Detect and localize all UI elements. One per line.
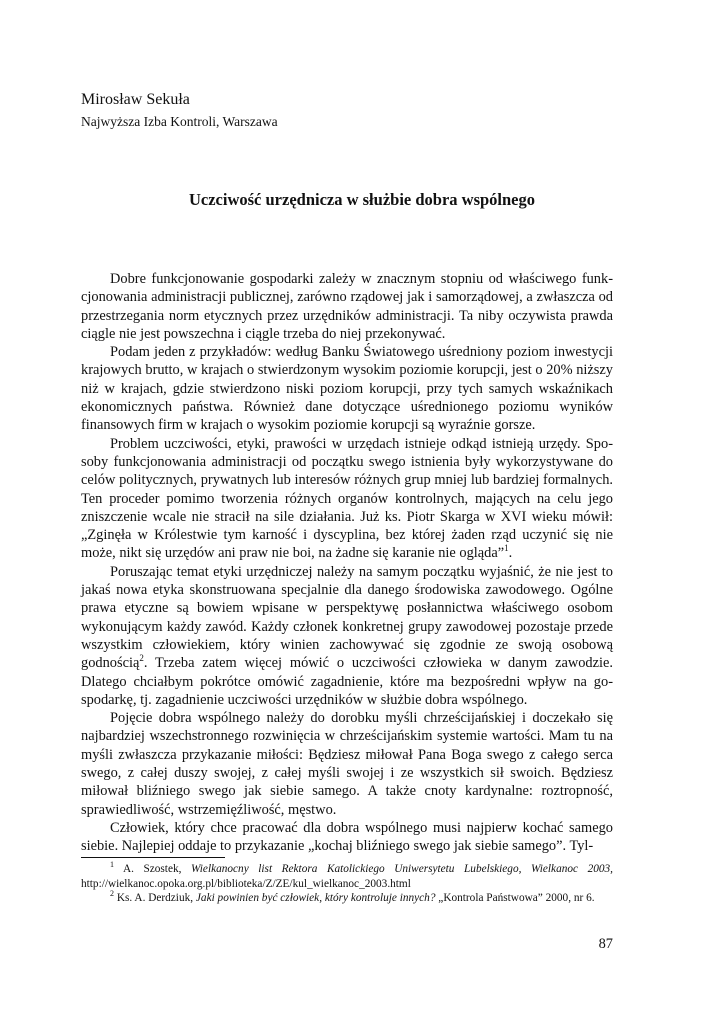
- paragraph-3-end: .: [508, 545, 513, 562]
- paragraph-5: [81, 709, 613, 819]
- footnote-1-number: 1: [110, 860, 114, 870]
- paragraph-3-text: Problem uczciwości, etyki, prawości w urzędach istnieje odkąd istnieją urzędy. Sposoby funkcjonowania administracji od początku swego istnienia były wykorzystywane do celów politycznych, prywatnych lub interesów różnych grup mniej lub bardziej formalnych. Ten proceder pomimo tworzenia różnych organów kontrolnych, mających na celu jego zniszczenie wcale nie stracił na sile działania. Już ks. Piotr Skarga w XVI wieku mówił: „Zginęła w Królestwie tym karność i dyscyplina, bez której żaden rząd uczynić się nie może, nikt się urzędów ani praw nie boi, na żadne się karanie nie ogląda”: [81, 435, 613, 562]
- author-name: Mirosław Sekuła: [81, 91, 190, 108]
- paragraph-6: [81, 819, 613, 856]
- footnote-ref-2: 2: [139, 653, 144, 664]
- footnote-2-italic: Jaki powinien być człowiek, który kontroluje innych?: [195, 892, 436, 904]
- paragraph-6-text: Człowiek, który chce pracować dla dobra wspólnego musi najpierw kochać samego siebie. Najlepiej oddaje to przykazanie „kochaj bliźniego swego jak siebie samego”. Tyl-: [81, 819, 613, 855]
- paragraph-3: [81, 435, 613, 563]
- page-number: 87: [598, 936, 613, 952]
- article-body: [81, 270, 613, 856]
- footnote-1-tail: http://wielkanoc.opoka.org.pl/biblioteka/Z/ZE/kul_wielkanoc_2003.html: [81, 877, 411, 890]
- paragraph-2: [81, 343, 613, 434]
- article-title: Uczciwość urzędnicza w służbie dobra wspólnego: [188, 190, 536, 209]
- footnote-2-lead: Ks. A. Derdziuk,: [116, 892, 196, 904]
- footnote-1-lead: A. Szostek,: [122, 863, 191, 875]
- footnote-2-number: 2: [110, 889, 114, 899]
- paragraph-1: [81, 270, 613, 343]
- footnote-2-tail: „Kontrola Państwowa” 2000, nr 6.: [435, 892, 595, 904]
- paragraph-2-text: Podam jeden z przykładów: według Banku Światowego uśredniony poziom inwestycji krajowych brutto, w krajach o stwierdzonym wysokim poziomie korupcji, jest o 20% niższy niż w krajach, gdzie stwierdzono niski poziom korupcji, przy tych samych wskaźnikach ekonomicznych państwa. Również dane dotyczące uśrednionego poziomu wyników finansowych firm w krajach o wysokim poziomie korupcji są wyraźnie gorsze.: [81, 344, 613, 434]
- paragraph-4-text: Poruszając temat etyki urzędniczej należy na samym początku wyjaśnić, że nie jest to jakaś nowa etyka skonstruowana specjalnie dla danego środowiska zawodowego. Ogólne prawa etyczne są bowiem wpisane w perspektywę posłannictwa właściwego osobom wykonującym każdy zawód. Każdy członek konkretnej grupy zawodowej pozostaje przede wszystkim człowiekiem, który winien zachowywać się zgodnie ze swoją osobową godnością: [81, 563, 613, 672]
- footnote-2: [81, 891, 613, 906]
- footnote-ref-1: 1: [504, 543, 509, 554]
- footnote-1: [81, 862, 613, 891]
- paragraph-4-tail: . Trzeba zatem więcej mówić o uczciwości człowieka w danym zawodzie. Dlatego chciałbym pokrótce omówić zagadnienie, które ma bezpośredni wpływ na gospodarkę, tj. zagadnienie uczciwości urzędników w służbie dobra wspólnego.: [81, 655, 613, 708]
- paragraph-5-text: Pojęcie dobra wspólnego należy do dorobku myśli chrześcijańskiej i doczekało się najbardziej wszechstronnego rozwinięcia w chrześcijańskim systemie wartości. Mam tu na myśli zwłaszcza przykazanie miłości: Będziesz miłował Pana Boga swego z całego serca swego, z całej duszy swojej, z całej myśli swojej i ze wszystkich sił swoich. Będziesz miłował bliźniego swego jak siebie samego. A także cnoty kardynalne: roztropność, sprawiedliwość, wstrzemięźliwość, męstwo.: [81, 710, 613, 818]
- paragraph-1-text: Dobre funkcjonowanie gospodarki zależy w znacznym stopniu od właściwego funkcjonowania administracji publicznej, zarówno rządowej jak i samorządowej, a zwłaszcza od przestrzegania norm etycznych przez urzędników administracji. Ta niby oczywista prawda ciągle nie jest powszechna i ciągle trzeba do niej przekonywać.: [81, 271, 613, 342]
- footnote-divider: [81, 857, 225, 858]
- author-affiliation: Najwyższa Izba Kontroli, Warszawa: [81, 114, 278, 129]
- paragraph-4: [81, 563, 613, 709]
- footnote-1-italic: Wielkanocny list Rektora Katolickiego Uniwersytetu Lubelskiego, Wielkanoc 2003,: [191, 863, 613, 875]
- footnotes: [81, 862, 613, 906]
